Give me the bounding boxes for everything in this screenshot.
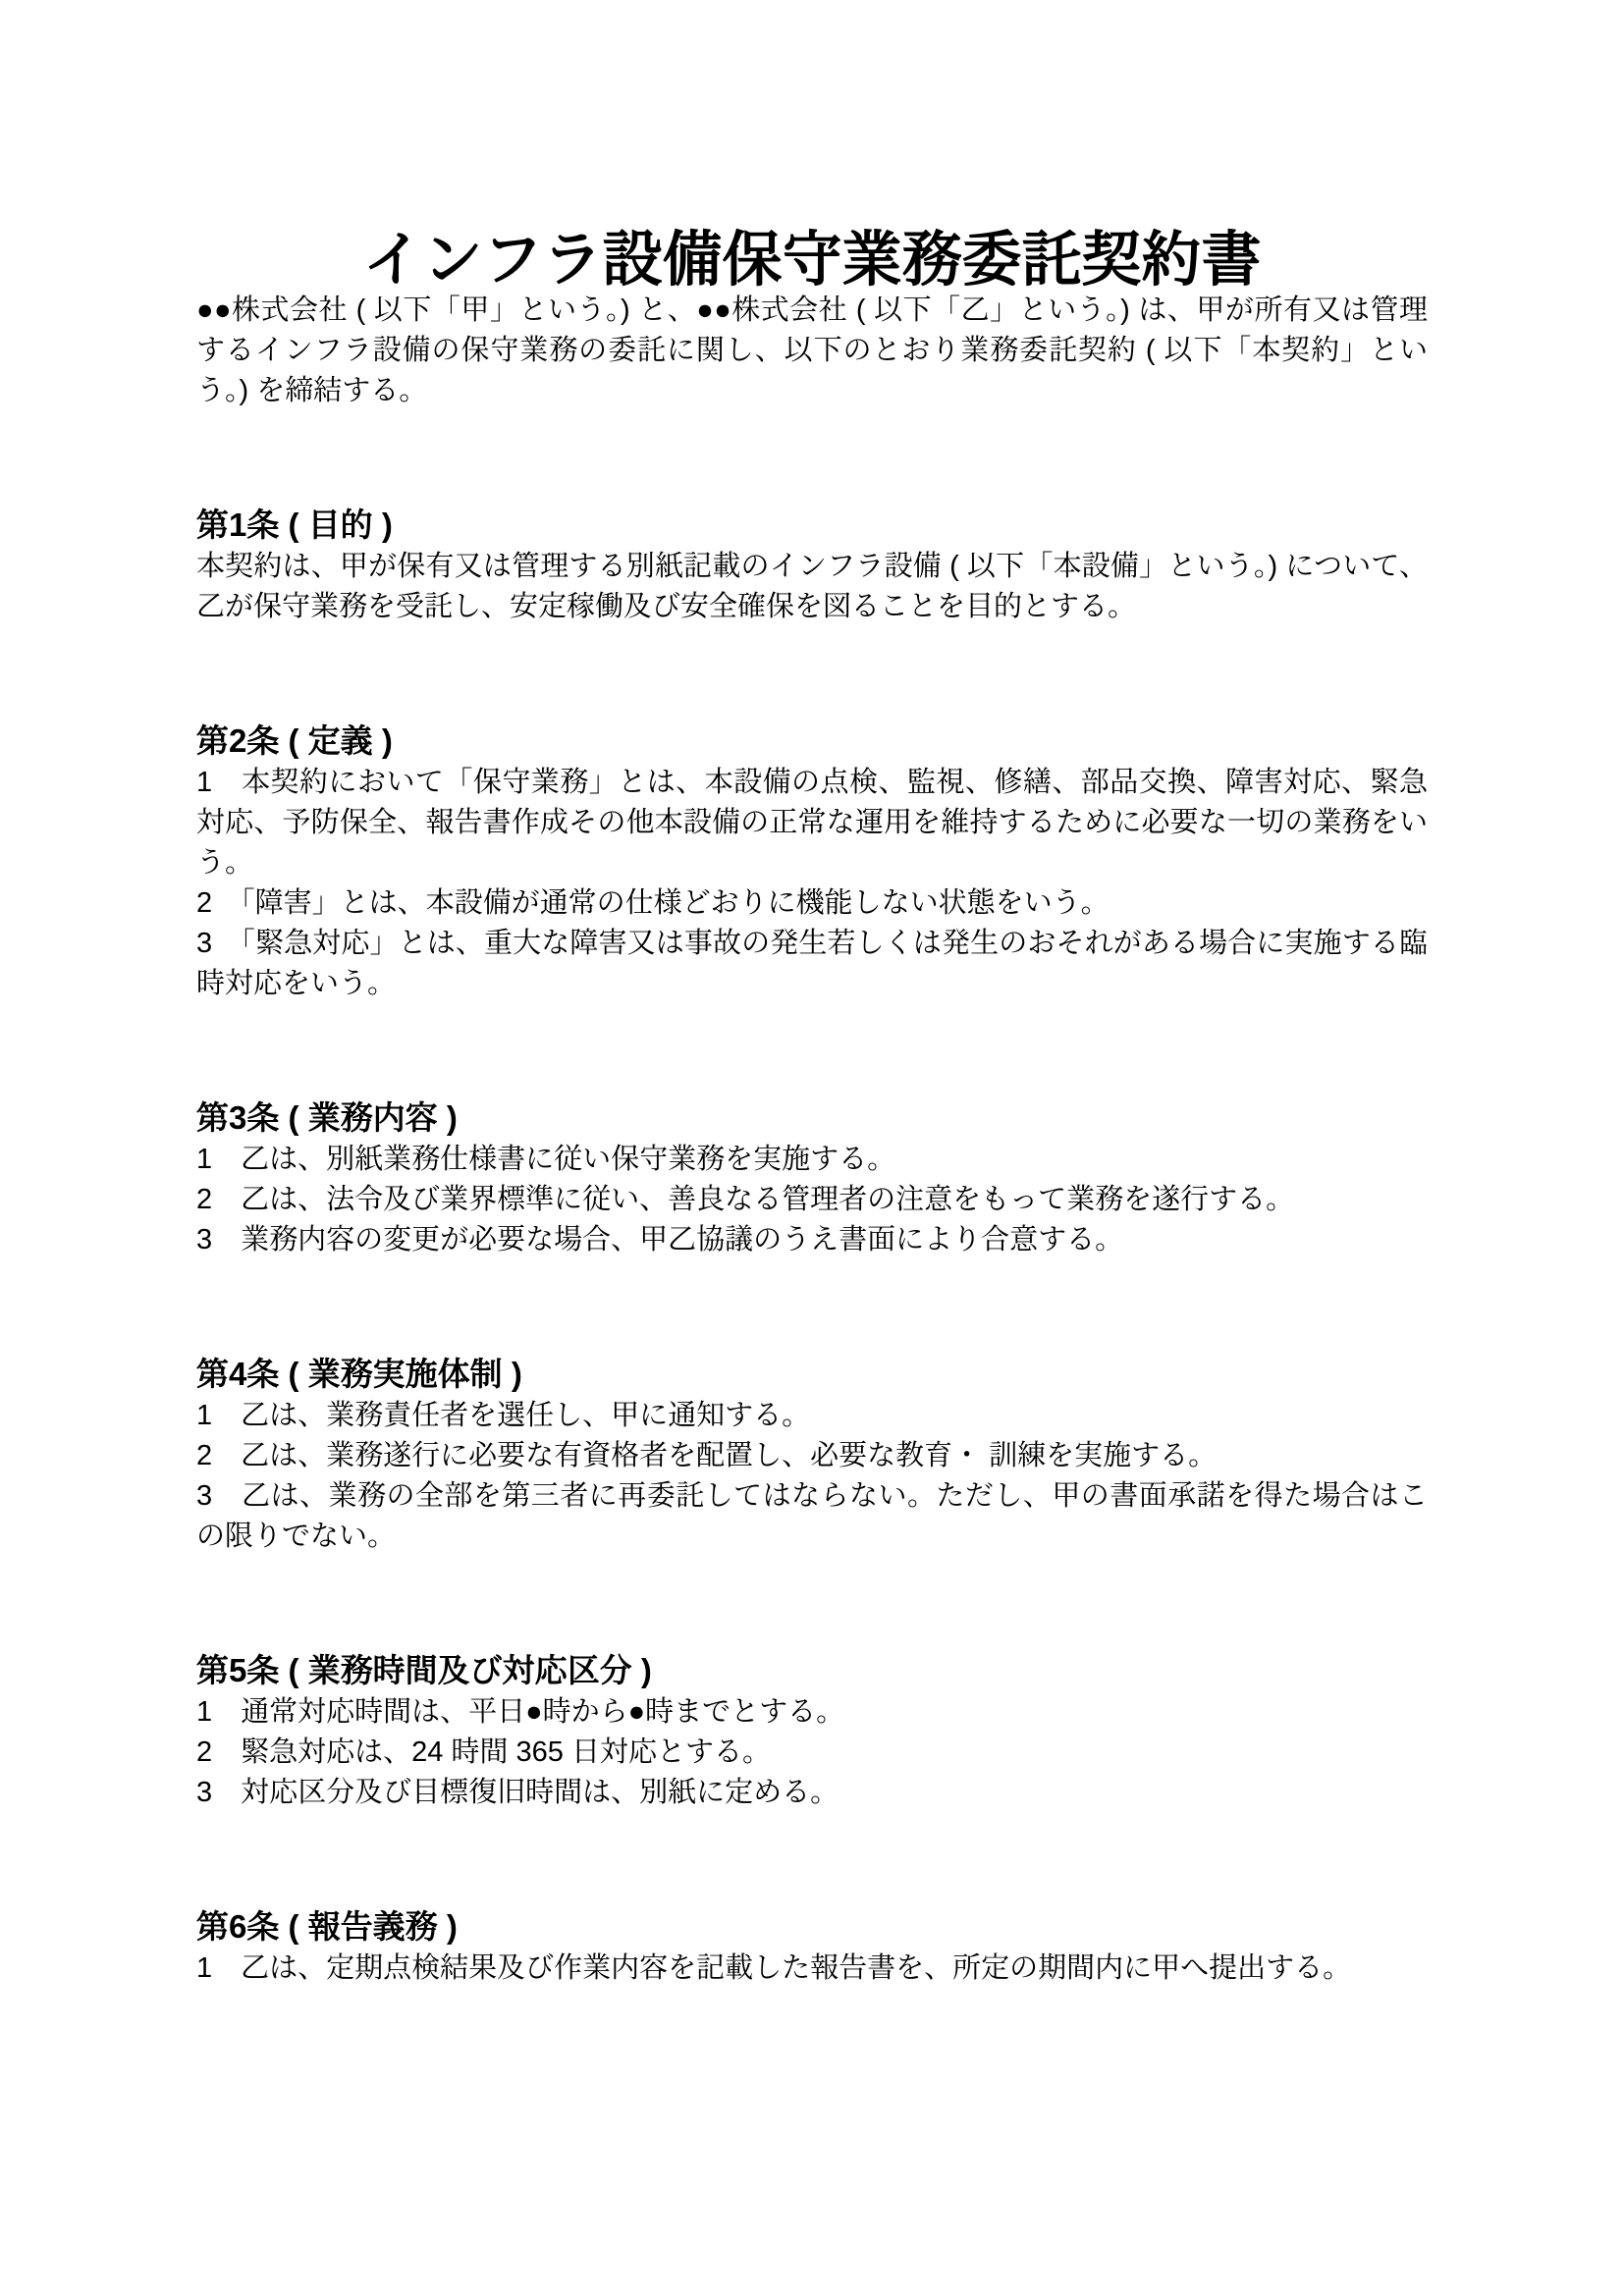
article-body xyxy=(196,763,1428,1004)
article-heading: 第1条 ( 目的 ) xyxy=(196,507,393,543)
preamble-paragraph: ●●株式会社 ( 以下「甲」という。) と、●●株式会社 ( 以下「乙」という。) は、甲が所有又は管理するインフラ設備の保守業務の委託に関し、以下のとおり業務委託契約 ( 以下「本契約」という。) を締結する。 xyxy=(196,294,1428,406)
article-paragraph: 2 緊急対応は、24 時間 365 日対応とする。 xyxy=(196,1736,771,1768)
article-paragraph: 1 乙は、業務責任者を選任し、甲に通知する。 xyxy=(196,1400,811,1431)
article-section xyxy=(196,719,1428,1004)
article-section xyxy=(196,1352,1428,1557)
article-paragraph: 3 「緊急対応」とは、重大な障害又は事故の発生若しくは発生のおそれがある場合に実施する臨時対応をいう。 xyxy=(196,928,1428,999)
article-body xyxy=(196,1949,1428,1989)
article-paragraph: 2 「障害」とは、本設備が通常の仕様どおりに機能しない状態をいう。 xyxy=(196,887,1110,919)
article-paragraph: 3 乙は、業務の全部を第三者に再委託してはならない。ただし、甲の書面承諾を得た場合はこの限りでない。 xyxy=(196,1480,1428,1552)
document-title: インフラ設備保守業務委託契約書 xyxy=(362,226,1262,293)
article-section xyxy=(196,503,1428,627)
articles xyxy=(196,503,1428,1989)
article-paragraph: 本契約は、甲が保有又は管理する別紙記載のインフラ設備 ( 以下「本設備」という。) について、乙が保守業務を受託し、安定稼働及び安全確保を図ることを目的とする。 xyxy=(196,551,1428,622)
article-paragraph: 1 通常対応時間は、平日●時から●時までとする。 xyxy=(196,1696,845,1728)
article-body xyxy=(196,547,1428,627)
article-paragraph: 3 対応区分及び目標復旧時間は、別紙に定める。 xyxy=(196,1777,839,1808)
article-heading: 第6条 ( 報告義務 ) xyxy=(196,1908,458,1945)
article-paragraph: 2 乙は、業務遂行に必要な有資格者を配置し、必要な教育・ 訓練を実施する。 xyxy=(196,1440,1218,1471)
article-body xyxy=(196,1140,1428,1260)
article-paragraph: 1 本契約において「保守業務」とは、本設備の点検、監視、修繕、部品交換、障害対応、緊急対応、予防保全、報告書作成その他本設備の正常な運用を維持するために必要な一切の業務をいう。 xyxy=(196,767,1428,879)
article-section xyxy=(196,1648,1428,1813)
article-heading: 第3条 ( 業務内容 ) xyxy=(196,1099,458,1136)
article-heading: 第2条 ( 定義 ) xyxy=(196,722,393,759)
article-body xyxy=(196,1692,1428,1813)
article-section xyxy=(196,1095,1428,1260)
article-heading: 第5条 ( 業務時間及び対応区分 ) xyxy=(196,1652,652,1688)
article-paragraph: 1 乙は、別紙業務仕様書に従い保守業務を実施する。 xyxy=(196,1144,896,1175)
article-body xyxy=(196,1396,1428,1557)
article-paragraph: 3 業務内容の変更が必要な場合、甲乙協議のうえ書面により合意する。 xyxy=(196,1224,1124,1255)
article-paragraph: 2 乙は、法令及び業界標準に従い、善良なる管理者の注意をもって業務を遂行する。 xyxy=(196,1184,1295,1215)
article-section xyxy=(196,1904,1428,1989)
article-heading: 第4条 ( 業務実施体制 ) xyxy=(196,1356,522,1392)
article-paragraph: 1 乙は、定期点検結果及び作業内容を記載した報告書を、所定の期間内に甲へ提出する。 xyxy=(196,1952,1352,1984)
